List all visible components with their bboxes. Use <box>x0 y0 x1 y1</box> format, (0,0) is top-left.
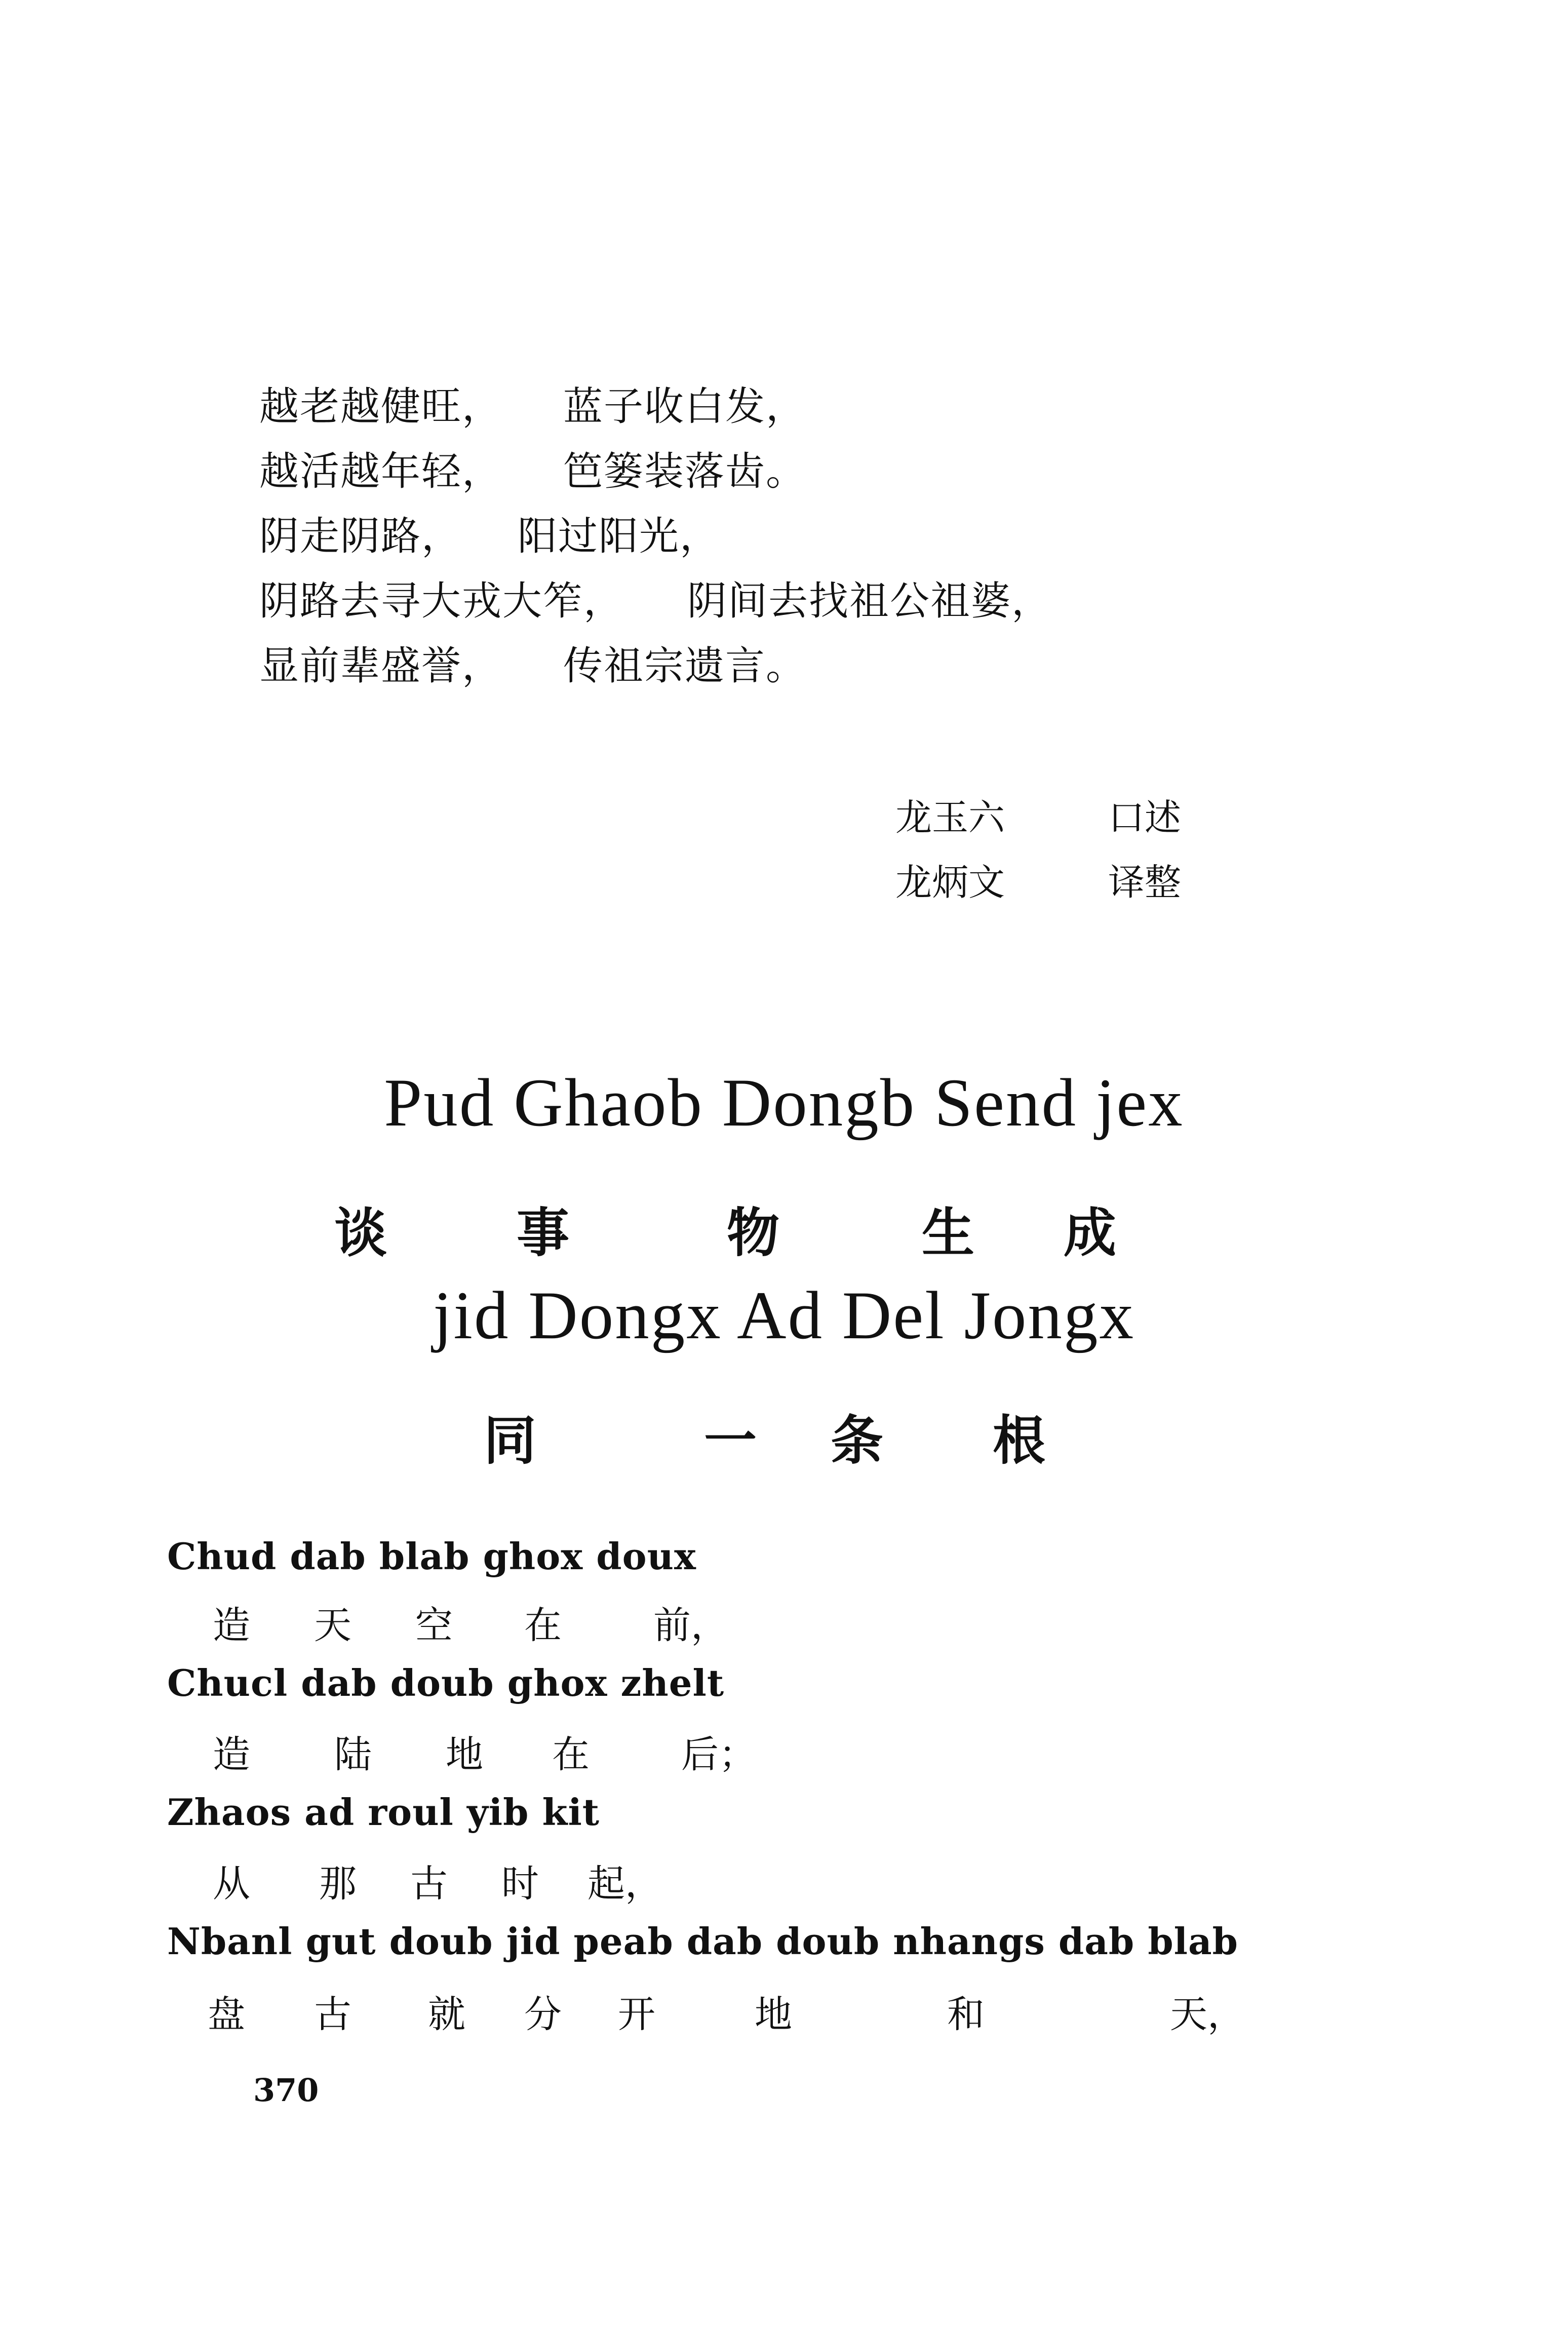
title-char: 成 <box>1064 1202 1117 1264</box>
poem-latin-line: Zhaos ad roul yib kit <box>167 1791 600 1834</box>
poem-char: 在 <box>552 1733 590 1776</box>
verse-line <box>259 375 806 432</box>
poem-char: 开 <box>618 1993 655 2036</box>
poem-char: 古 <box>314 1993 351 2036</box>
poem-char: 造 <box>213 1604 250 1647</box>
poem-chinese-line <box>0 1985 1568 2035</box>
credit-role: 口述 <box>1108 796 1182 839</box>
verse-line <box>259 440 806 496</box>
poem-char: 前， <box>653 1604 728 1647</box>
verse-first-half: 越活越年轻， <box>259 449 503 494</box>
credit-role: 译整 <box>1108 861 1182 904</box>
verse-first-half: 阴走阴路， <box>259 514 462 559</box>
verse-first-half: 越老越健旺， <box>259 384 503 430</box>
poem-char: 起， <box>587 1862 662 1906</box>
poem-char: 地 <box>755 1993 792 2036</box>
title-chinese-line-1 <box>0 1190 1568 1264</box>
poem-chinese-line <box>0 1725 1568 1775</box>
poem-char: 盘 <box>208 1993 245 2036</box>
poem-char: 空 <box>415 1604 453 1647</box>
title-char: 事 <box>517 1202 570 1264</box>
title-chinese-line-2 <box>0 1398 1568 1471</box>
poem-char: 天 <box>314 1604 351 1647</box>
poem-char: 分 <box>524 1993 562 2036</box>
verse-first-half: 阴路去寻大戎大笮， <box>259 578 624 624</box>
poem-char: 后； <box>681 1733 756 1776</box>
poem-char: 在 <box>524 1604 562 1647</box>
verse-first-half: 显前辈盛誉， <box>259 643 503 689</box>
title-char: 物 <box>727 1202 780 1264</box>
title-char: 一 <box>704 1410 757 1471</box>
title-char: 谈 <box>334 1202 387 1264</box>
verse-second-half: 笆篓装落齿。 <box>563 449 807 494</box>
poem-latin-line: Chucl dab doub ghox zhelt <box>167 1661 725 1704</box>
poem-char: 和 <box>947 1993 985 2036</box>
poem-char: 从 <box>213 1862 250 1906</box>
verse-line <box>259 634 806 691</box>
poem-char: 就 <box>428 1993 465 2036</box>
poem-chinese-line <box>0 1854 1568 1905</box>
poem-latin-line: Nbanl gut doub jid peab dab doub nhangs dab blab <box>167 1920 1239 1963</box>
poem-char: 时 <box>501 1862 539 1906</box>
poem-latin-line: Chud dab blab ghox doux <box>167 1535 696 1578</box>
poem-char: 陆 <box>334 1733 372 1776</box>
title-latin-line-2: jid Dongx Ad Del Jongx <box>433 1278 1135 1353</box>
page-number: 370 <box>253 2072 319 2109</box>
poem-chinese-line <box>0 1596 1568 1646</box>
title-latin-line-1: Pud Ghaob Dongb Send jex <box>384 1065 1184 1141</box>
title-char: 生 <box>922 1202 975 1264</box>
verse-second-half: 传祖宗遗言。 <box>563 643 807 689</box>
verse-second-half: 阳过阳光， <box>518 514 721 559</box>
poem-char: 造 <box>213 1733 250 1776</box>
verse-line <box>259 504 720 561</box>
title-char: 同 <box>484 1410 537 1471</box>
poem-char: 那 <box>319 1862 357 1906</box>
verse-second-half: 蓝子收白发， <box>563 384 807 430</box>
title-char: 根 <box>993 1410 1046 1471</box>
credit-name: 龙玉六 <box>895 796 1005 839</box>
credit-translator <box>895 853 1181 906</box>
verse-second-half: 阴间去找祖公祖婆， <box>687 578 1052 624</box>
credit-name: 龙炳文 <box>895 861 1005 904</box>
credit-narrator <box>895 788 1181 841</box>
verse-line <box>259 569 1052 626</box>
title-char: 条 <box>831 1410 884 1471</box>
poem-char: 天， <box>1170 1993 1245 2036</box>
poem-char: 地 <box>446 1733 483 1776</box>
poem-char: 古 <box>410 1862 448 1906</box>
